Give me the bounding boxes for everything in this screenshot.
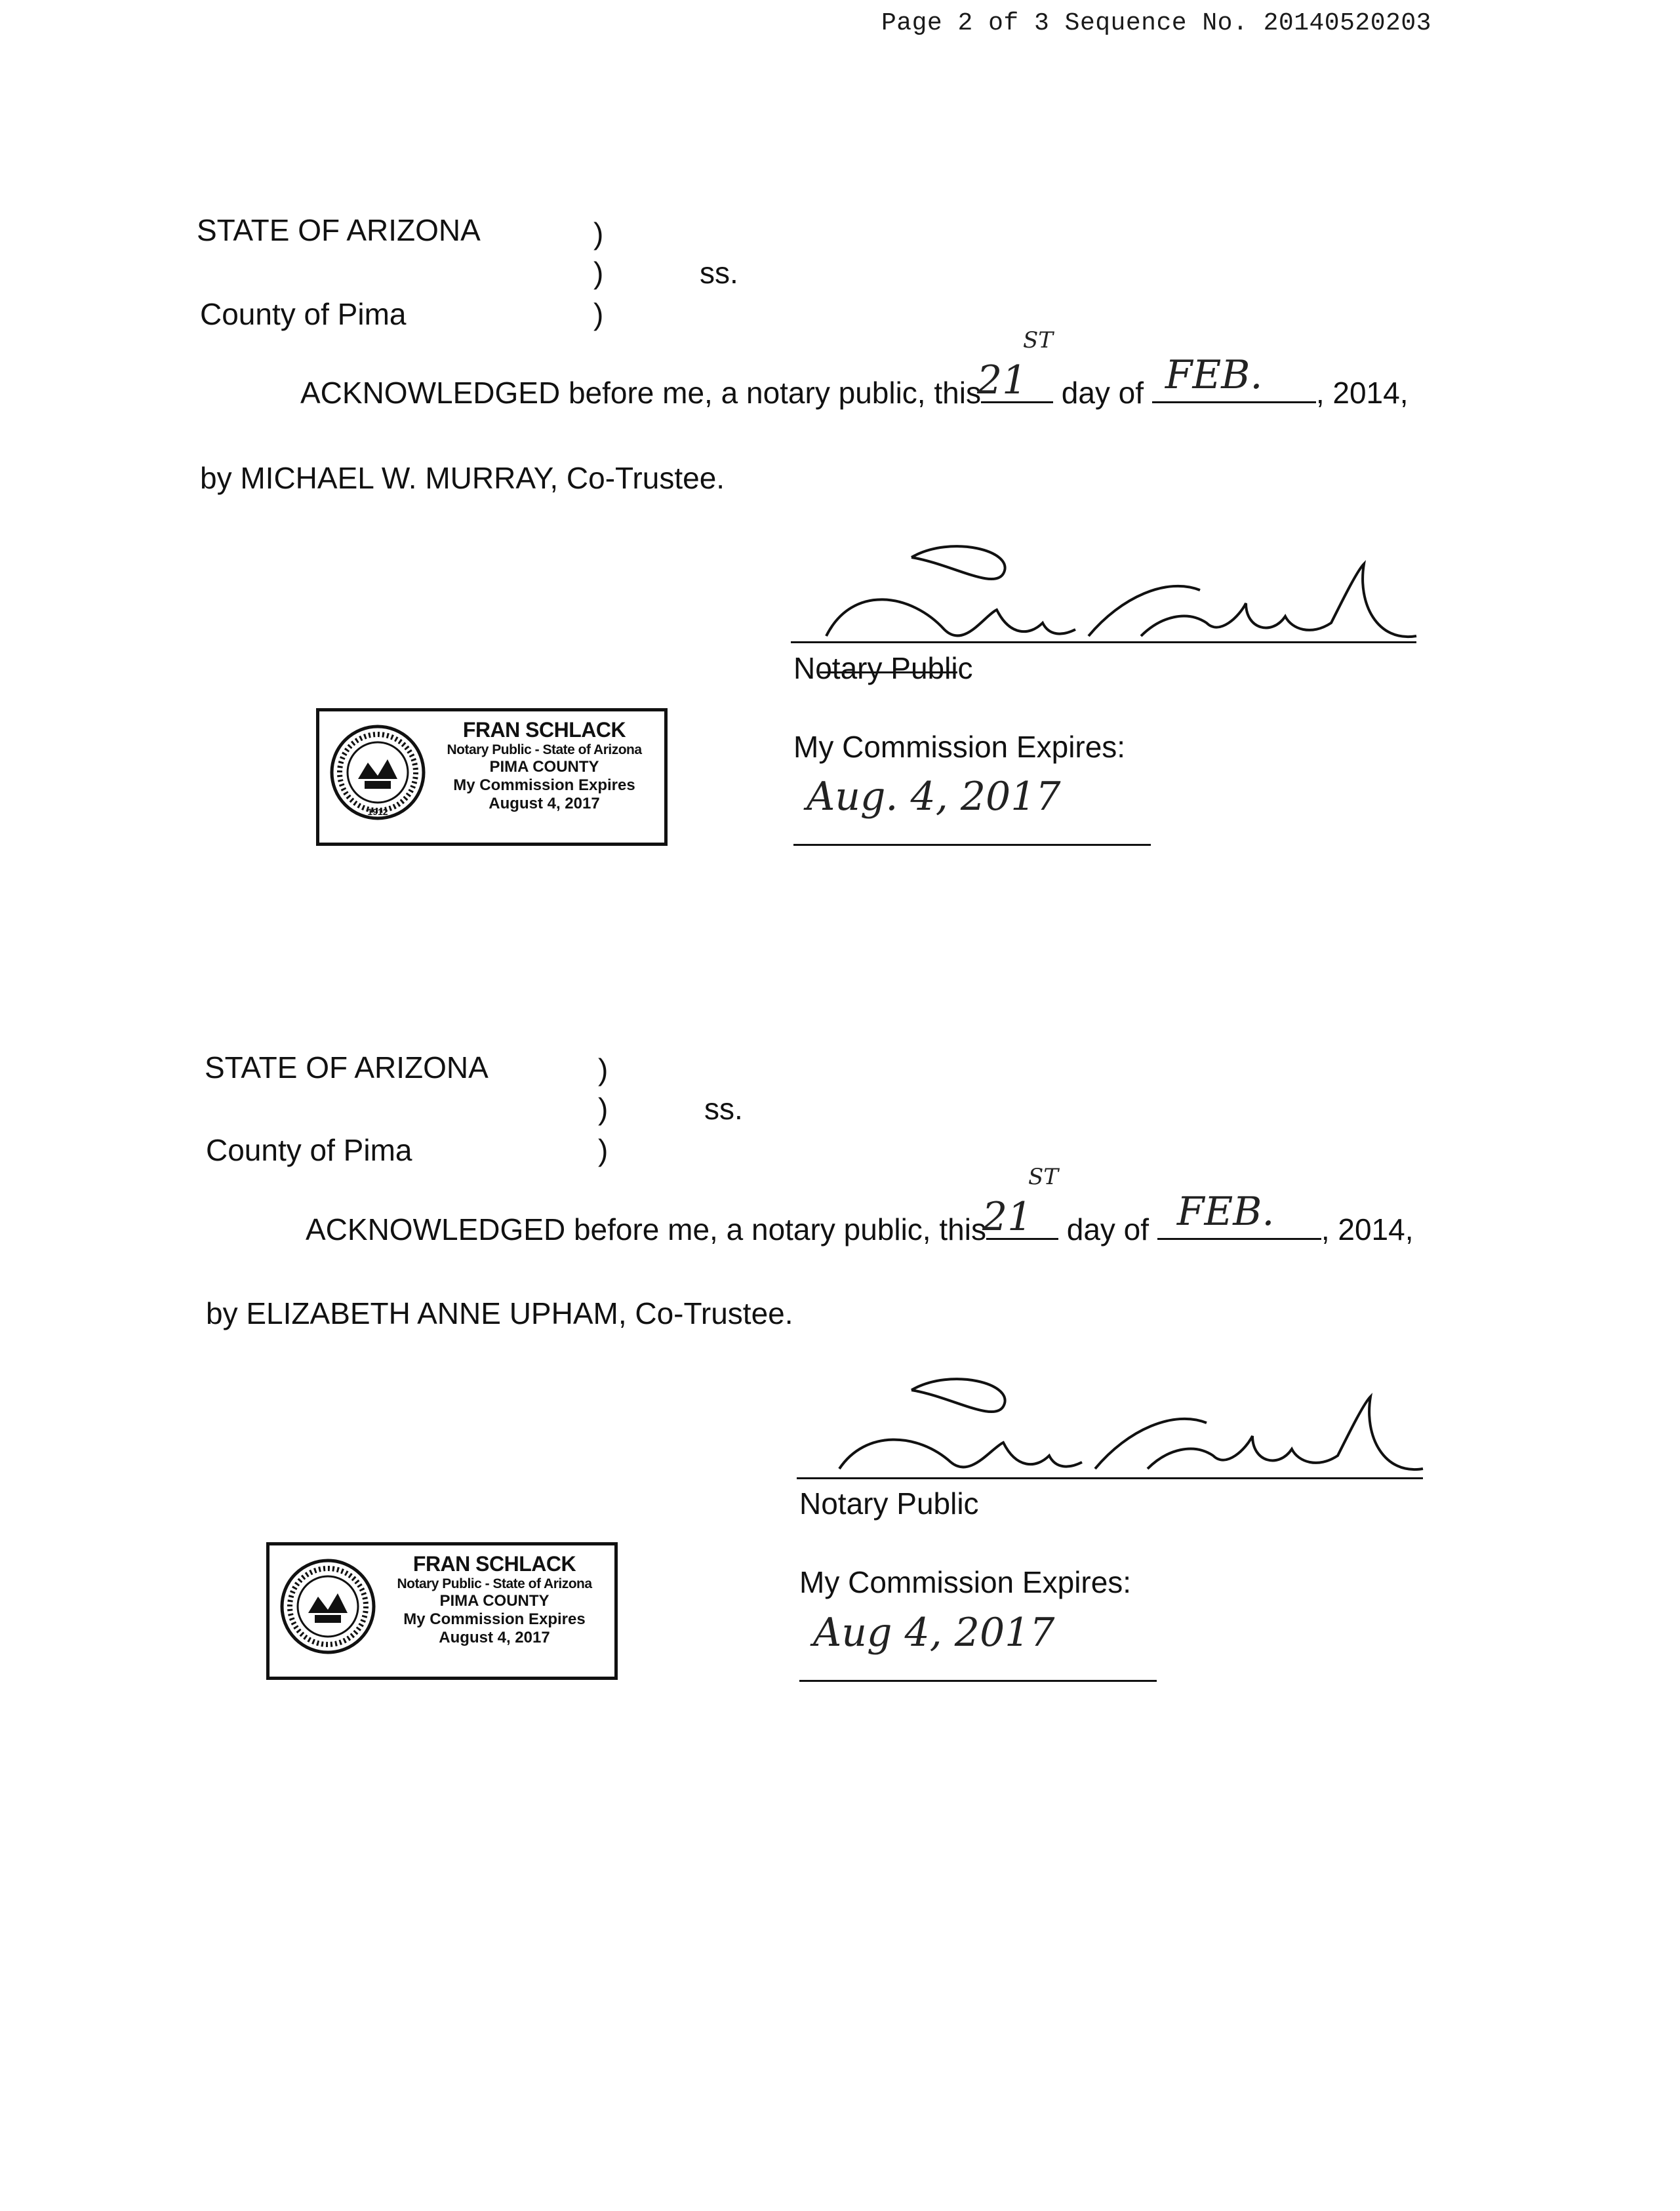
- stamp-line2: Notary Public - State of Arizona: [447, 742, 642, 757]
- year-label: , 2014,: [1321, 1212, 1414, 1246]
- stamp-line4: My Commission Expires: [403, 1610, 586, 1628]
- stamp-line4: My Commission Expires: [453, 776, 635, 794]
- arizona-seal-icon: [329, 723, 427, 822]
- stamp-line3: PIMA COUNTY: [489, 758, 599, 776]
- stamp-name: FRAN SCHLACK: [462, 718, 626, 742]
- county-label: County of Pima: [200, 297, 407, 331]
- day-blank: [976, 327, 1053, 403]
- acknowledged-line: [300, 327, 1409, 410]
- arizona-seal-icon: [279, 1557, 377, 1656]
- stamp-line5: August 4, 2017: [439, 1629, 550, 1646]
- state-label: STATE OF ARIZONA: [205, 1050, 489, 1085]
- stamp-line3: PIMA COUNTY: [439, 1592, 550, 1610]
- notary-signature-line: [797, 1477, 1423, 1479]
- notary-signature-line: [791, 641, 1416, 643]
- commission-label: My Commission Expires:: [799, 1565, 1132, 1599]
- ss-label: ss.: [704, 1092, 743, 1126]
- notary-strike: [820, 671, 957, 673]
- paren-1: ): [598, 1052, 609, 1086]
- county-label: County of Pima: [206, 1133, 412, 1167]
- commission-handwritten: Aug. 4, 2017: [807, 774, 1061, 820]
- ss-label: ss.: [700, 256, 738, 290]
- acknowledged-line: [306, 1164, 1414, 1246]
- ack-prefix: ACKNOWLEDGED before me, a notary public, this: [300, 376, 981, 410]
- page-sequence-header: Page 2 of 3 Sequence No. 20140520203: [881, 9, 1431, 37]
- by-line: by ELIZABETH ANNE UPHAM, Co-Trustee.: [206, 1296, 793, 1330]
- notary-stamp: [316, 708, 668, 846]
- stamp-line5: August 4, 2017: [489, 795, 600, 812]
- day-of-label: day of: [1066, 1212, 1150, 1246]
- commission-line: [799, 1680, 1157, 1682]
- day-handwritten: 21: [976, 357, 1028, 403]
- day-of-label: day of: [1061, 376, 1144, 410]
- year-label: , 2014,: [1315, 376, 1409, 410]
- month-handwritten: FEB.: [1165, 352, 1263, 398]
- stamp-name: FRAN SCHLACK: [412, 1552, 576, 1576]
- notary-public-label: Notary Public: [793, 651, 973, 685]
- state-label: STATE OF ARIZONA: [197, 213, 481, 247]
- paren-3: ): [593, 297, 604, 331]
- notary-signature: [813, 538, 1443, 656]
- month-blank: [1152, 352, 1316, 403]
- day-blank: [982, 1164, 1058, 1240]
- notary-stamp: [266, 1542, 618, 1680]
- month-blank: [1157, 1189, 1321, 1240]
- notary-public-label: Notary Public: [799, 1486, 979, 1521]
- stamp-line2: Notary Public - State of Arizona: [397, 1576, 592, 1591]
- paren-3: ): [598, 1133, 609, 1167]
- day-handwritten: 21: [982, 1194, 1033, 1240]
- commission-label: My Commission Expires:: [793, 730, 1126, 764]
- commission-line: [793, 844, 1151, 846]
- seal-year: 1912: [367, 807, 388, 817]
- day-superscript: ST: [1028, 1164, 1058, 1190]
- notary-signature: [820, 1370, 1449, 1488]
- stamp-text: [381, 1552, 608, 1647]
- month-handwritten: FEB.: [1176, 1189, 1275, 1235]
- day-superscript: ST: [1022, 327, 1053, 353]
- commission-handwritten: Aug 4, 2017: [813, 1610, 1055, 1656]
- paren-2: ): [598, 1092, 609, 1126]
- paren-1: ): [593, 216, 604, 250]
- ack-prefix: ACKNOWLEDGED before me, a notary public, this: [306, 1212, 986, 1246]
- paren-2: ): [593, 256, 604, 290]
- stamp-text: [431, 718, 658, 813]
- by-line: by MICHAEL W. MURRAY, Co-Trustee.: [200, 461, 725, 495]
